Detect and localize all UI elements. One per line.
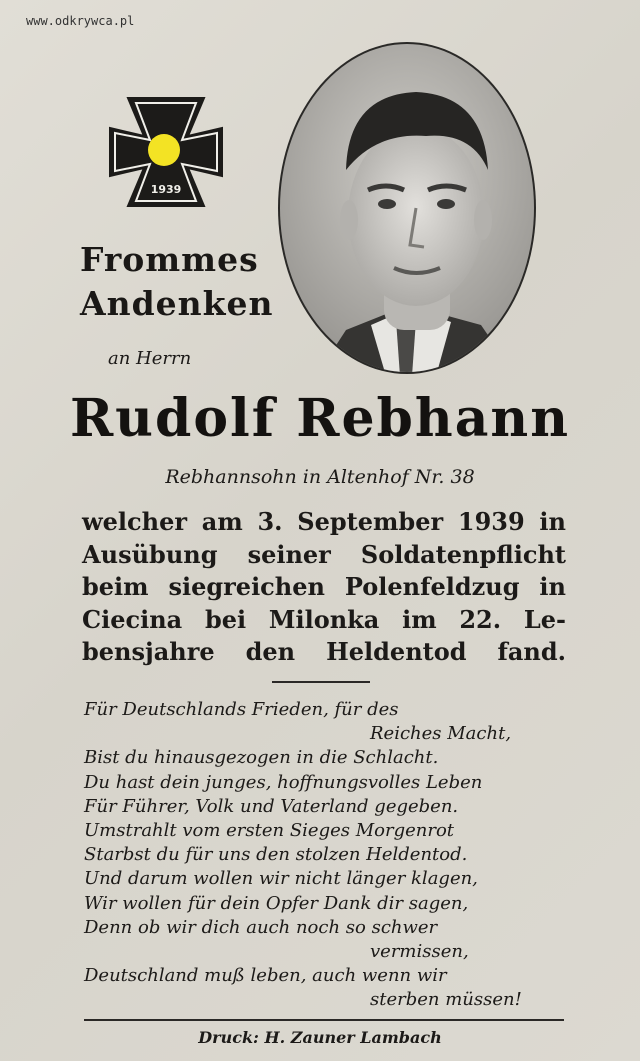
notice-word: Ausübung bbox=[82, 539, 218, 569]
header-line-1: Frommes bbox=[80, 240, 259, 279]
notice-word: Soldatenpflicht bbox=[360, 539, 566, 569]
iron-cross-icon bbox=[106, 94, 226, 210]
notice-word: siegreichen bbox=[168, 572, 325, 601]
poem-line: Deutschland muß leben, auch wenn wir bbox=[84, 965, 447, 987]
notice-word: 3. bbox=[257, 507, 283, 536]
notice-word: seiner bbox=[247, 539, 331, 569]
notice-word: Polenfeldzug bbox=[344, 572, 520, 601]
divider bbox=[272, 681, 370, 683]
notice-word: fand. bbox=[497, 637, 566, 666]
notice-word: Le- bbox=[523, 604, 566, 634]
poem-line: Für Führer, Volk und Vaterland gegeben. bbox=[84, 795, 459, 817]
notice-word: beim bbox=[82, 572, 149, 601]
poem-line: Wir wollen für dein Opfer Dank dir sagen, bbox=[84, 892, 469, 914]
header-line-2: Andenken bbox=[80, 284, 274, 323]
notice-line bbox=[82, 506, 566, 539]
poem-line: vermissen, bbox=[370, 940, 469, 962]
notice-word: Heldentod bbox=[326, 637, 467, 666]
poem-line: Umstrahlt vom ersten Sieges Morgenrot bbox=[84, 819, 455, 841]
portrait-photo bbox=[276, 40, 538, 376]
notice-word: in bbox=[539, 572, 566, 601]
notice-line bbox=[82, 636, 566, 669]
notice-line bbox=[82, 539, 566, 572]
poem-line: Du hast dein junges, hoffnungsvolles Leben bbox=[84, 771, 483, 793]
poem-line: sterben müssen! bbox=[370, 989, 522, 1011]
notice-line bbox=[82, 571, 566, 604]
deceased-subtitle: Rebhannsohn in Altenhof Nr. 38 bbox=[165, 466, 475, 488]
notice-word: bensjahre bbox=[82, 637, 215, 666]
cross-year: 1939 bbox=[150, 183, 182, 196]
printer-credit: Druck: H. Zauner Lambach bbox=[198, 1028, 442, 1047]
bottom-rule bbox=[84, 1019, 564, 1021]
notice-word: im bbox=[402, 604, 437, 634]
notice-word: bei bbox=[204, 604, 247, 634]
poem-line: Reiches Macht, bbox=[370, 723, 512, 745]
poem-line: Für Deutschlands Frieden, für des bbox=[84, 699, 399, 720]
poem-line: Starbst du für uns den stolzen Heldentod. bbox=[84, 844, 468, 866]
notice-word: Milonka bbox=[268, 604, 380, 634]
poem-line: Bist du hinausgezogen in die Schlacht. bbox=[84, 747, 439, 769]
death-notice-text bbox=[82, 506, 566, 669]
notice-word: am bbox=[201, 507, 243, 536]
poem-line: Denn ob wir dich auch noch so schwer bbox=[84, 916, 438, 938]
poem-line: Und darum wollen wir nicht länger klagen, bbox=[84, 868, 478, 890]
memorial-poem bbox=[84, 698, 566, 1012]
notice-word: den bbox=[245, 637, 296, 666]
notice-word: in bbox=[539, 507, 566, 536]
header-title bbox=[80, 238, 274, 326]
notice-word: welcher bbox=[82, 507, 188, 536]
notice-word: September bbox=[297, 507, 444, 536]
deceased-name: Rudolf Rebhann bbox=[69, 388, 571, 449]
notice-line bbox=[82, 604, 566, 637]
notice-word: 22. bbox=[459, 604, 502, 634]
watermark: www.odkrywca.pl bbox=[26, 14, 135, 28]
notice-word: Ciecina bbox=[82, 604, 183, 634]
notice-word: 1939 bbox=[457, 507, 525, 536]
salutation: an Herrn bbox=[108, 348, 192, 369]
